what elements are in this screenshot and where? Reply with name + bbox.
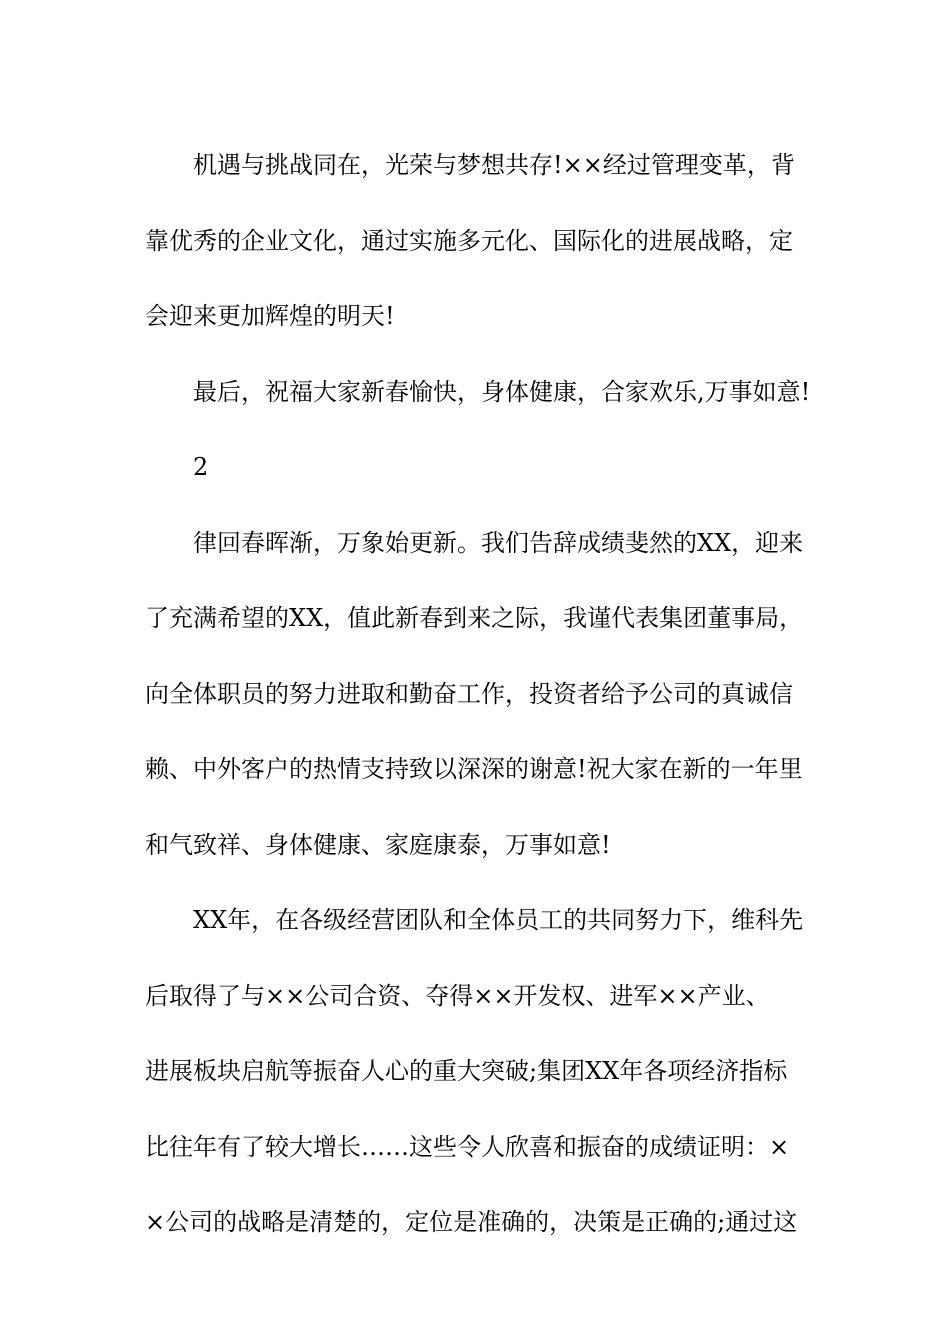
text-line: XX年，在各级经营团队和全体员工的共同努力下，维科先 xyxy=(193,906,804,934)
paragraph-4 xyxy=(145,883,815,1261)
paragraph-3 xyxy=(145,506,815,884)
paragraph-2 xyxy=(145,355,815,431)
text-line: 和气致祥、身体健康、家庭康泰，万事如意! xyxy=(145,830,611,859)
text-line: 律回春晖渐，万象始更新。我们告辞成绩斐然的XX，迎来 xyxy=(193,528,804,557)
paragraph-1 xyxy=(145,128,815,355)
text-line: 后取得了与××公司合资、夺得××开发权、进军××产业、 xyxy=(145,981,770,1010)
text-line: 赖、中外客户的热情支持致以深深的谢意!祝大家在新的一年里 xyxy=(145,755,803,783)
text-line: 会迎来更加辉煌的明天! xyxy=(145,302,395,330)
text-line: 进展板块启航等振奋人心的重大突破;集团XX年各项经济指标 xyxy=(145,1057,788,1085)
text-line: ×公司的战略是清楚的，定位是准确的，决策是正确的;通过这 xyxy=(145,1208,798,1236)
text-line: 2 xyxy=(193,453,209,481)
text-line: 向全体职员的努力进取和勤奋工作，投资者给予公司的真诚信 xyxy=(145,679,793,708)
text-line: 靠优秀的企业文化，通过实施多元化、国际化的进展战略，定 xyxy=(145,226,793,255)
body-text xyxy=(145,128,815,1261)
text-line: 比往年有了较大增长……这些令人欣喜和振奋的成绩证明：× xyxy=(145,1132,790,1161)
text-line: 机遇与挑战同在，光荣与梦想共存!××经过管理变革，背 xyxy=(193,151,795,179)
section-number xyxy=(145,430,815,506)
text-line: 了充满希望的XX，值此新春到来之际，我谨代表集团董事局， xyxy=(145,604,804,632)
text-line: 最后，祝福大家新春愉快，身体健康，合家欢乐,万事如意! xyxy=(193,377,811,406)
